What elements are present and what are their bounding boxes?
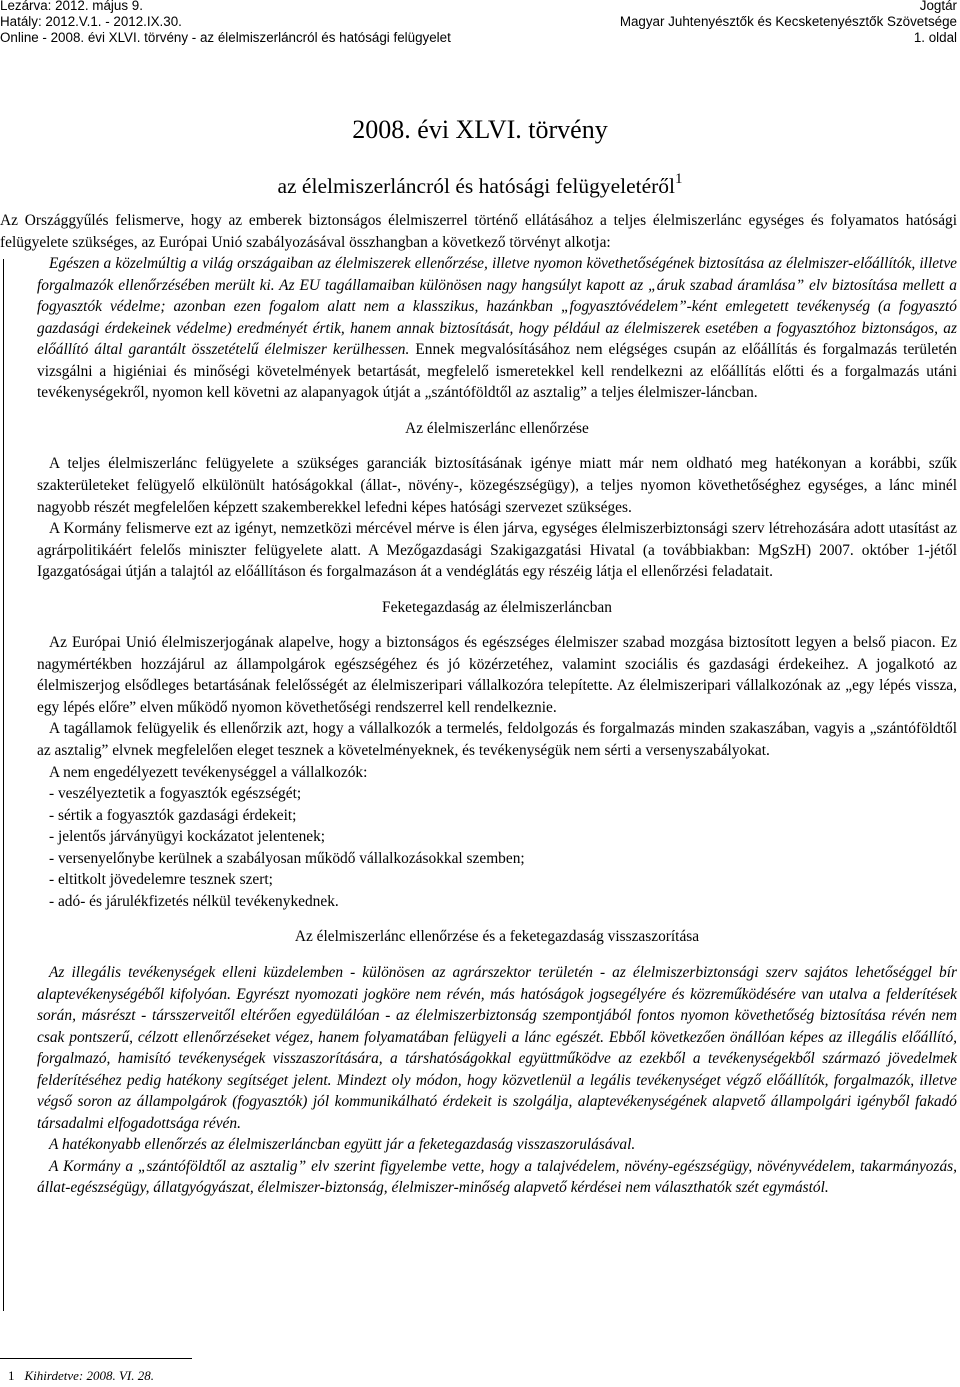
preamble-text: Ennek megvalósításához nem elégséges csupán az előállítás és forgalmazás területén vizsgálni a higiéniai és minőségi követelmények betartását, megfelelő ismeretekkel kell rendelkezni az előállítás előtti és a forgalmazás utáni tevékenységekről, nyomon kell követni az alapanyagok útját a „szántóföldtől az asztalig” a teljes élelmiszer-láncban. <box>37 341 957 402</box>
list-item: - veszélyeztetik a fogyasztók egészségét; <box>49 785 302 803</box>
preamble-paragraph <box>37 253 957 404</box>
law-subtitle <box>0 170 960 202</box>
list-item: - adó- és járulékfizetés nélkül tevékenykednek. <box>49 892 339 910</box>
list-item: - eltitkolt jövedelemre tesznek szert; <box>49 871 273 889</box>
preamble-italic-text: Egészen a közelmúltig a világ országaiban az élelmiszerek ellenőrzése, illetve nyomon követhetőségének biztosítása az élelmiszer-előállítók, illetve forgalmazók ellenőrzésében merült ki. <box>37 255 957 294</box>
section-heading-enforcement: Az élelmiszerlánc ellenőrzése és a feketegazdaság visszaszorítása <box>294 928 700 946</box>
footnote-text: Kihirdetve: 2008. VI. 28. <box>24 1368 154 1383</box>
section-paragraph: A nem engedélyezett tevékenységgel a vállalkozók: <box>49 763 368 781</box>
footnote <box>8 1368 154 1384</box>
header-validity: Hatály: 2012.V.1. - 2012.IX.30. <box>0 14 182 29</box>
enacting-clause: Az Országgyűlés felismerve, hogy az emberek biztonságos élelmiszerrel történő ellátásához a teljes élelmiszerlánc egységes és folyamatos hatósági felügyelete szükséges, az Európai Unió szabályozásával összhangban a következő törvényt alkotja: <box>0 212 957 251</box>
section-paragraph: A tagállamok felügyelik és ellenőrzik azt, hogy a vállalkozók a termelés, feldolgozás és forgalmazás minden szakaszában, vagyis a „szántóföldtől az asztalig” elvnek megfelelően eleget tesznek a követelményeknek, és tevékenységük nem sérti a versenyszabályokat. <box>37 720 957 760</box>
list-item: - jelentős járványügyi kockázatot jelentenek; <box>49 828 326 846</box>
section-heading-black-economy: Feketegazdaság az élelmiszerláncban <box>382 598 612 616</box>
section-paragraph: Az Európai Unió élelmiszerjogának alapelve, hogy a biztonságos és egészséges élelmiszer szabad mozgása biztosított legyen a belső piacon. Ez nagymértékben hozzájárul az állampolgárok egészségéhez és jó közérzetéhez, valamint szociális és gazdasági érdekeihez. A jogalkotó az élelmiszerjog elsődleges betartásának felelősségét az élelmiszeripari vállalkozóra telepítette. Az élelmiszeripari vállalkozónak az „egy lépés vissza, egy lépés előre” elven működő nyomon követhetőségi rendszerrel kell rendelkeznie. <box>37 634 957 716</box>
document-body <box>0 210 957 1199</box>
section-paragraph: Az illegális tevékenységek elleni küzdelemben - különösen az agrárszektor területén - az élelmiszerbiztonsági szerv sajátos lehetőséggel bír alaptevékenységéből kifolyóan. Egyrészt nyomozati jogköre nem révén, más hatóságok jogsegélyére és közreműködésére van utalva a felderítések során, másrészt - társszerveitől eltérően egyedülálóan - az élelmiszerbiztonság szempontjából fontos nyomon követhetőség biztosítása révén nem csak pontszerű, célzott ellenőrzéseket végez, hanem folyamatában felügyeli a lánc egészét. Ebből következően önállóan képes az illegális előállító, forgalmazó, hamisító tevékenységek visszaszorítására, a társhatóságokkal együttműködve az ezekből a tevékenységekből származó jövedelmek felderítéséhez pedig hatékony segítséget jelent. Mindezt oly módon, hogy közvetlenül a legális tevékenységet végző előállítók, forgalmazók, illetve végső soron az állampolgárok (fogyasztók) jól kommunikálható érdekeit is szolgálja, alaptevékenységének alapvető állampolgári igényből fakadó társadalmi elfogadottsága révén. <box>37 963 957 1132</box>
consequence-list <box>37 783 957 912</box>
footnote-number: 1 <box>8 1368 15 1383</box>
footnote-separator <box>0 1358 192 1359</box>
preamble-margin-line <box>3 259 4 1311</box>
section-paragraph: A hatékonyabb ellenőrzés az élelmiszerláncban együtt jár a feketegazdaság visszaszorulásával. <box>49 1136 636 1154</box>
list-item: - versenyelőnybe kerülnek a szabályosan működő vállalkozásokkal szemben; <box>49 849 525 867</box>
header-document-name: Online - 2008. évi XLVI. törvény - az élelmiszerláncról és hatósági felügyelet <box>0 30 451 45</box>
section-paragraph: A Kormány a „szántóföldtől az asztalig” elv szerint figyelembe vette, hogy a talajvédelem, növény-egészségügy, növényvédelem, takarmányozás, állat-egészségügy, állatgyógyászat, élelmiszer-biztonság, élelmiszer-minőség alapvető kérdései nem választhatók szét egymástól. <box>37 1157 957 1197</box>
law-title: 2008. évi XLVI. törvény <box>352 115 608 144</box>
header-page-number: 1. oldal <box>913 30 957 45</box>
header-publisher: Jogtár <box>919 0 957 13</box>
preamble-italic-text-2: Az EU tagállamaiban különösen nagy hangsúlyt kapott az „áruk szabad áramlása” elv biztosítása mellett a fogyasztók védelme; azonban ezen fogalom alatt nem a klasszikus, hazánkban „fogyasztóvédelem”-ként emlegetett tevékenység (a fogyasztó gazdasági érdekeinek védelme) eredményét értik, hanem annak biztosítását, hogy például az élelmiszerek esetében a fogyasztóhoz biztonságos, az előállító által garantált összetételű élelmiszer kerülhessen. <box>37 276 957 359</box>
section-paragraph: A teljes élelmiszerlánc felügyelete a szükséges garanciák biztosításának igénye miatt már nem oldható meg hatékonyan a korábbi, szűk szakterületeket felügyelő elkülönült hatóságokkal (állat-, növény-, közegészségügy), a teljes nyomon követhetőséghez egységes, a lánc minél nagyobb részét megfelelően képzett szakemberekkel lefedni képes hatósági szervezet szükséges. <box>37 455 957 516</box>
header-licensee: Magyar Juhtenyésztők és Kecsketenyésztők Szövetsége <box>619 14 957 29</box>
preamble-block <box>37 253 957 1199</box>
law-subtitle-text: az élelmiszerláncról és hatósági felügyeletéről <box>277 174 676 198</box>
header-closed-date: Lezárva: 2012. május 9. <box>0 0 143 13</box>
list-item: - sértik a fogyasztók gazdasági érdekeit; <box>49 806 297 824</box>
section-heading-chain-control: Az élelmiszerlánc ellenőrzése <box>405 419 589 437</box>
footnote-reference[interactable]: 1 <box>675 171 683 187</box>
page-header <box>0 0 960 45</box>
section-paragraph: A Kormány felismerve ezt az igényt, nemzetközi mércével mérve is élen járva, egységes élelmiszerbiztonsági szerv létrehozására adott utasítást az agrárpolitikáért felelős miniszter felügyelete alatt. A Mezőgazdasági Szakigazgatási Hivatal (a továbbiakban: MgSzH) 2007. október 1-jétől Igazgatóságai útján a talajtól az előállításon és forgalmazáson át a vendéglátás egy részéig látja el ellenőrzési feladatait. <box>37 520 957 581</box>
